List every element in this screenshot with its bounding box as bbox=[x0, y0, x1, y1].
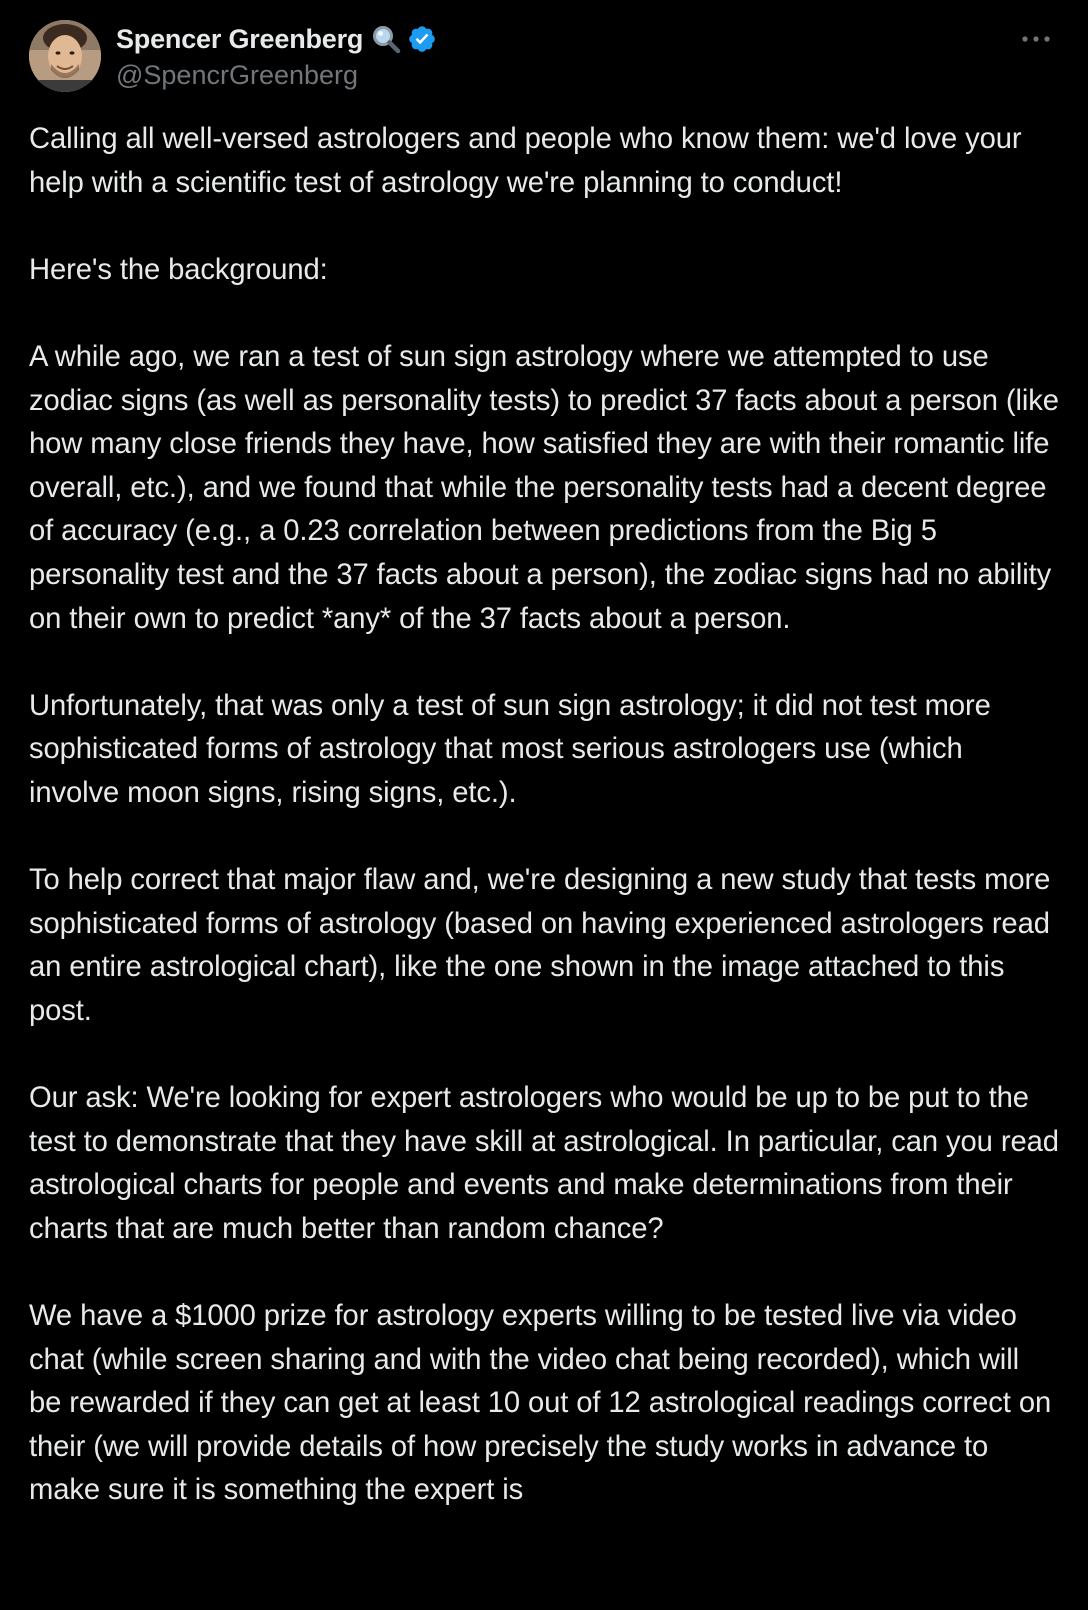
name-row bbox=[116, 22, 437, 56]
magnifying-glass-icon bbox=[371, 24, 401, 54]
more-options-button[interactable] bbox=[1014, 24, 1058, 54]
more-options-icon bbox=[1021, 35, 1051, 43]
tweet-text bbox=[29, 118, 1059, 1513]
display-name[interactable]: Spencer Greenberg bbox=[116, 23, 364, 54]
tweet-paragraph-intro: Calling all well-versed astrologers and people who know them: we'd love your help with a scientific test of astrology we're planning to conduct! bbox=[29, 123, 1022, 199]
tweet-paragraph-background: Here's the background: bbox=[29, 253, 328, 286]
user-handle[interactable]: @SpencrGreenberg bbox=[116, 60, 359, 90]
tweet-paragraph-prize: We have a $1000 prize for astrology experts willing to be tested live via video chat (while screen sharing and with the video chat being recorded), which will be rewarded if they can get at least 10 out of 12 astrological readings correct on their (we will provide details of how precisely the study works in advance to make sure it is something the expert is bbox=[29, 1300, 1052, 1507]
avatar[interactable] bbox=[29, 20, 101, 92]
tweet-paragraph-sun-sign-test: A while ago, we ran a test of sun sign astrology where we attempted to use zodiac signs (as well as personality tests) to predict 37 facts about a person (like how many close friends they have, how satisfied they are with their romantic life overall, etc.), and we found that while the personality tests had a decent degree of accuracy (e.g., a 0.23 correlation between predictions from the Big 5 personality test and the 37 facts about a person), the zodiac signs had no ability on their own to predict *any* of the 37 facts about a person. bbox=[29, 340, 1059, 635]
tweet-paragraph-limitation: Unfortunately, that was only a test of sun sign astrology; it did not test more sophisticated forms of astrology that most serious astrologers use (which involve moon signs, rising signs, etc.). bbox=[29, 689, 991, 809]
avatar-image bbox=[29, 20, 101, 92]
tweet-paragraph-new-study: To help correct that major flaw and, we're designing a new study that tests more sophisticated forms of astrology (based on having experienced astrologers read an entire astrological chart), like the one shown in the image attached to this post. bbox=[29, 864, 1051, 1027]
verified-badge-icon bbox=[407, 24, 437, 54]
tweet-header bbox=[29, 0, 1058, 118]
tweet-paragraph-ask: Our ask: We're looking for expert astrologers who would be up to be put to the test to demonstrate that they have skill at astrological. In particular, can you read astrological charts for people and events and make determinations from their charts that are much better than random chance? bbox=[29, 1082, 1059, 1245]
